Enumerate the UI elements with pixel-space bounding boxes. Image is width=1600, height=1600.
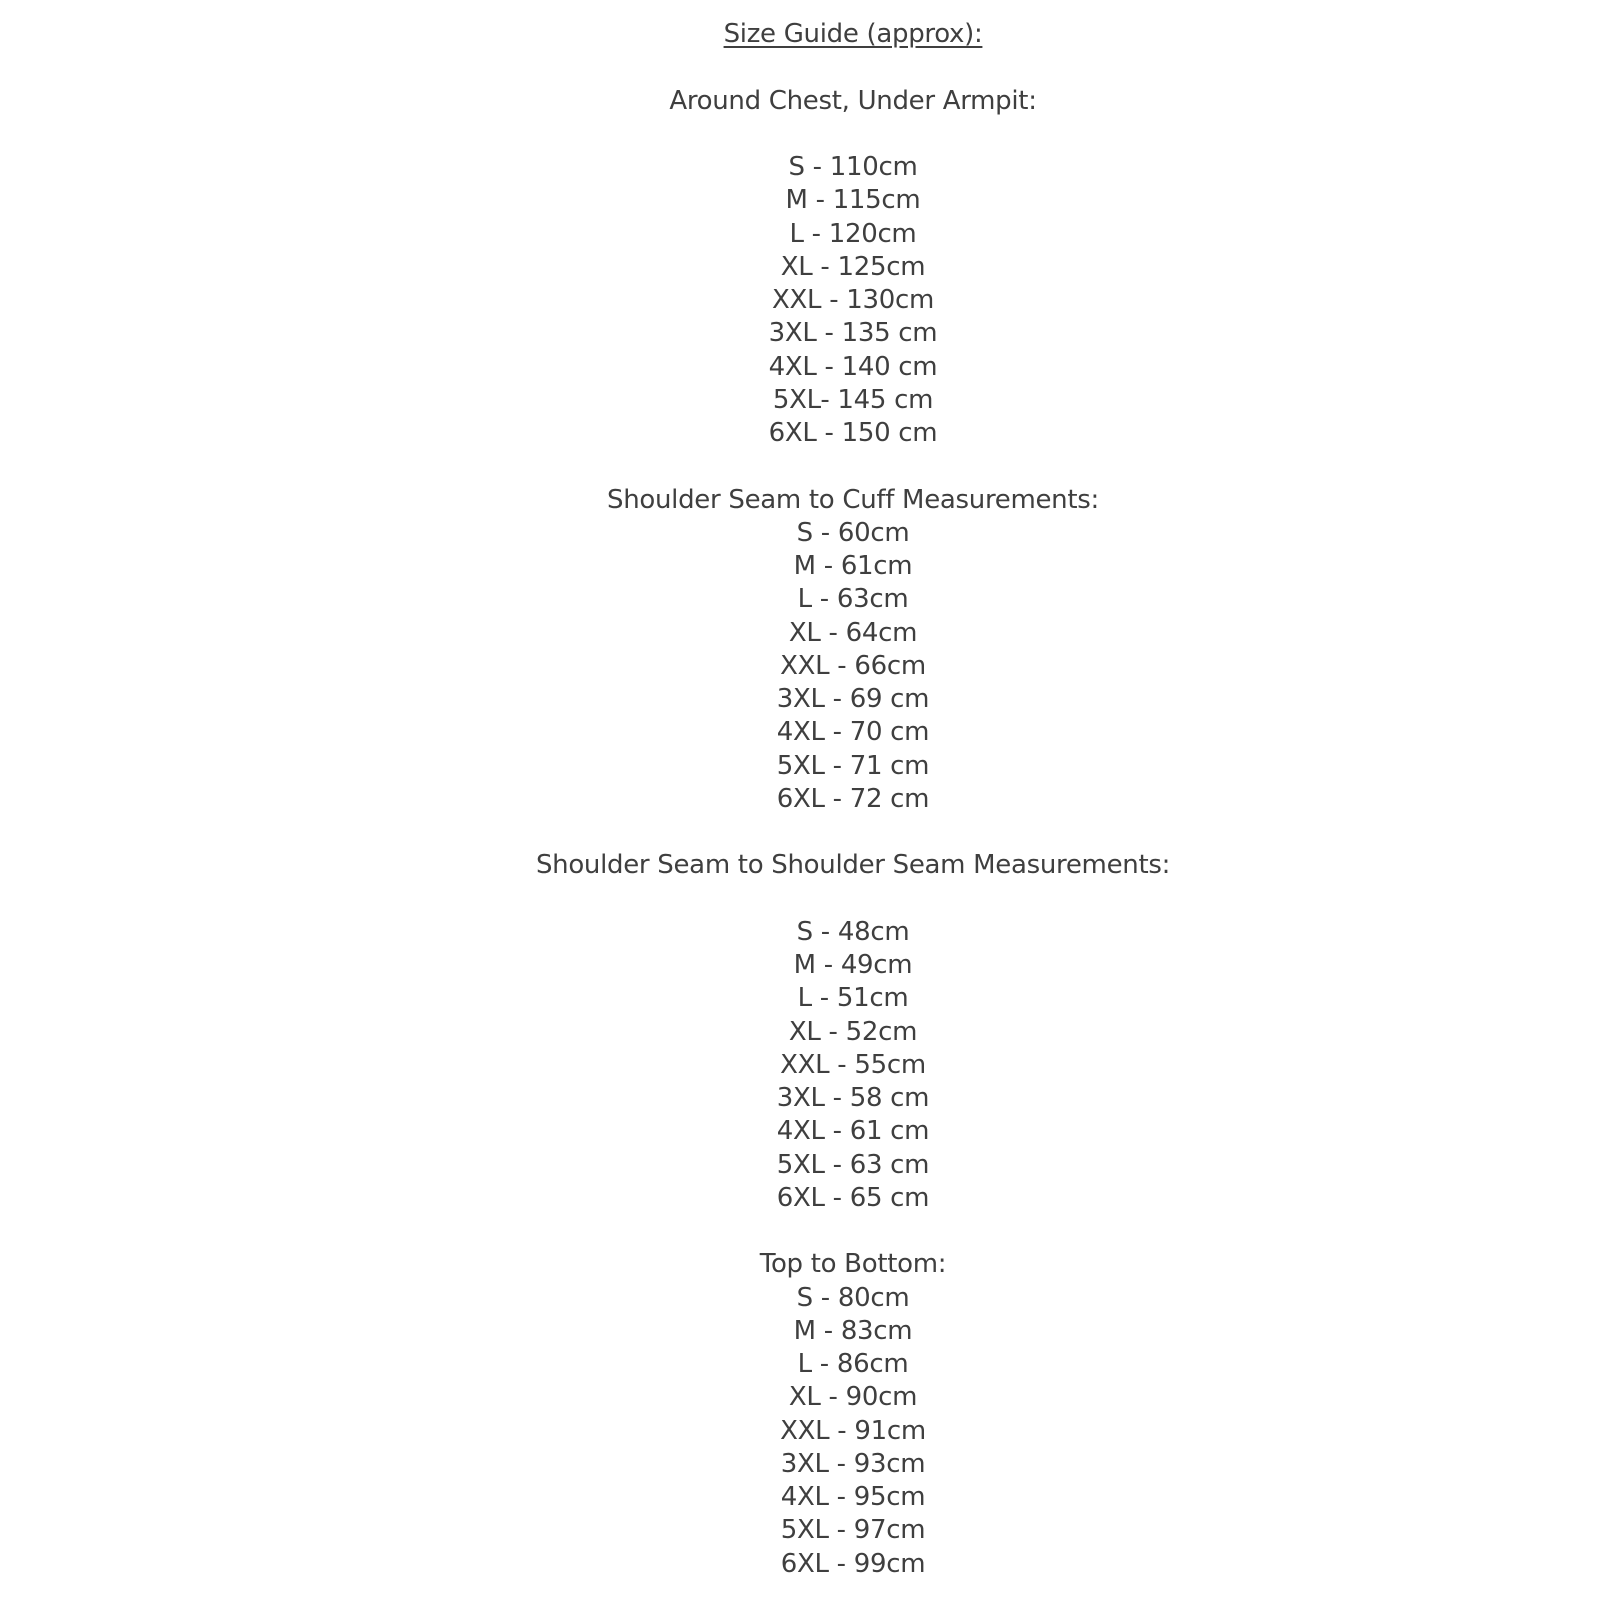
section-heading: Top to Bottom: xyxy=(759,1249,947,1280)
size-measurement-line: 6XL - 99cm xyxy=(780,1548,926,1579)
spacer-line xyxy=(106,816,1600,849)
size-measurement-line: 4XL - 70 cm xyxy=(776,717,930,748)
size-measurement-line: S - 60cm xyxy=(796,517,910,548)
size-measurement-line: 3XL - 135 cm xyxy=(768,318,938,349)
size-measurement-line: XL - 125cm xyxy=(780,251,926,282)
size-measurement-line: M - 49cm xyxy=(793,950,913,980)
size-measurement-line: S - 48cm xyxy=(796,916,910,947)
size-measurement-line: XXL - 55cm xyxy=(780,1049,926,1080)
size-measurement-line: 6XL - 72 cm xyxy=(776,783,930,814)
size-measurement-line: L - 86cm xyxy=(797,1349,909,1379)
size-measurement-line: 6XL - 150 cm xyxy=(768,418,938,448)
size-measurement-line: L - 120cm xyxy=(789,218,917,249)
size-measurement-line: L - 51cm xyxy=(797,983,909,1014)
spacer-line xyxy=(106,51,1600,84)
size-measurement-line: S - 80cm xyxy=(796,1282,910,1313)
size-measurement-line: 3XL - 58 cm xyxy=(776,1083,930,1113)
size-measurement-line: M - 83cm xyxy=(793,1315,913,1346)
spacer-line xyxy=(106,118,1600,151)
spacer-line xyxy=(106,450,1600,483)
page-title: Size Guide (approx): xyxy=(723,19,983,49)
size-guide-sections xyxy=(106,51,1600,1581)
section-heading: Shoulder Seam to Cuff Measurements: xyxy=(607,484,1099,515)
size-measurement-line: XXL - 130cm xyxy=(772,285,934,315)
size-measurement-line: 5XL - 97cm xyxy=(780,1515,926,1546)
size-measurement-line: XL - 64cm xyxy=(788,617,918,648)
size-measurement-line: 4XL - 140 cm xyxy=(768,351,938,382)
size-measurement-line: 5XL - 63 cm xyxy=(776,1149,930,1180)
size-measurement-line: 3XL - 69 cm xyxy=(776,684,930,714)
size-measurement-line: XXL - 66cm xyxy=(780,650,926,681)
size-measurement-line: M - 115cm xyxy=(785,185,921,216)
size-measurement-line: M - 61cm xyxy=(793,551,913,581)
size-measurement-line: 4XL - 61 cm xyxy=(776,1116,930,1147)
section-heading: Shoulder Seam to Shoulder Seam Measurements: xyxy=(535,850,1171,881)
spacer-line xyxy=(106,883,1600,916)
size-measurement-line: S - 110cm xyxy=(788,152,918,182)
size-measurement-line: 6XL - 65 cm xyxy=(776,1182,930,1213)
spacer-line xyxy=(106,1215,1600,1248)
size-measurement-line: XL - 52cm xyxy=(788,1016,918,1047)
size-measurement-line: XL - 90cm xyxy=(788,1382,918,1413)
size-measurement-line: 4XL - 95cm xyxy=(780,1482,926,1512)
size-measurement-line: 5XL- 145 cm xyxy=(772,384,934,415)
section-heading: Around Chest, Under Armpit: xyxy=(669,85,1037,116)
size-measurement-line: L - 63cm xyxy=(797,584,909,615)
size-measurement-line: 3XL - 93cm xyxy=(780,1448,926,1479)
size-measurement-line: XXL - 91cm xyxy=(780,1415,926,1446)
size-measurement-line: 5XL - 71 cm xyxy=(776,750,930,781)
